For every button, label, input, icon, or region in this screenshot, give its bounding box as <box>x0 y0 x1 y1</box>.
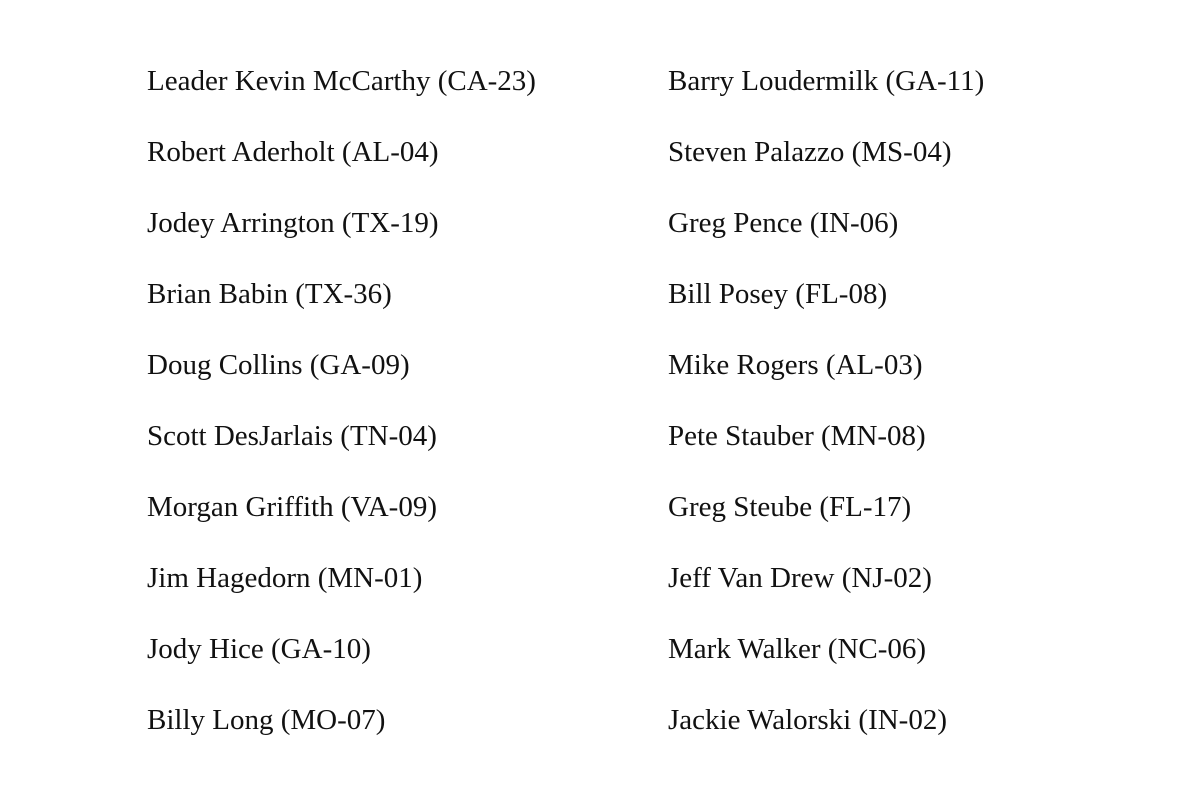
member-name: Barry Loudermilk (GA-11) <box>668 65 985 97</box>
member-name: Pete Stauber (MN-08) <box>668 420 926 452</box>
names-column-left <box>147 61 536 771</box>
member-name: Greg Steube (FL-17) <box>668 491 912 523</box>
member-name: Mark Walker (NC-06) <box>668 633 927 665</box>
member-name: Greg Pence (IN-06) <box>668 207 899 239</box>
member-name: Jody Hice (GA-10) <box>147 633 371 665</box>
member-name: Morgan Griffith (VA-09) <box>147 491 437 523</box>
member-name: Steven Palazzo (MS-04) <box>668 136 952 168</box>
member-name: Bill Posey (FL-08) <box>668 278 888 310</box>
member-name: Billy Long (MO-07) <box>147 704 386 736</box>
member-name: Scott DesJarlais (TN-04) <box>147 420 437 452</box>
member-name: Jeff Van Drew (NJ-02) <box>668 562 932 594</box>
member-name: Mike Rogers (AL-03) <box>668 349 923 381</box>
names-column-right <box>668 61 984 771</box>
member-name: Robert Aderholt (AL-04) <box>147 136 439 168</box>
member-name: Jackie Walorski (IN-02) <box>668 704 947 736</box>
member-name: Jim Hagedorn (MN-01) <box>147 562 423 594</box>
member-name: Doug Collins (GA-09) <box>147 349 410 381</box>
member-name: Leader Kevin McCarthy (CA-23) <box>147 65 536 97</box>
member-name: Brian Babin (TX-36) <box>147 278 392 310</box>
member-name: Jodey Arrington (TX-19) <box>147 207 439 239</box>
